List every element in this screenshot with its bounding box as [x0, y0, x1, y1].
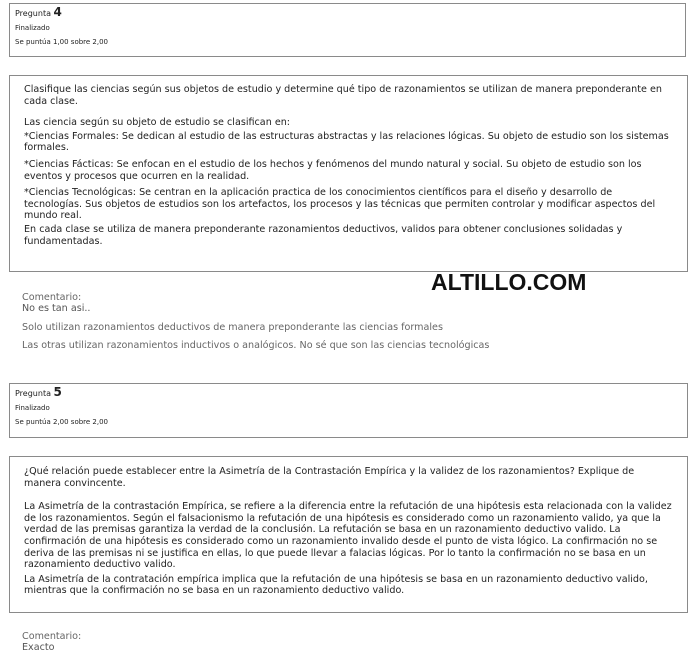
question-4-info: [9, 3, 686, 57]
question-text: Clasifique las ciencias según sus objetos de estudio y determine qué tipo de razonamientos se utilizan de manera preponderante en cada clase.: [24, 84, 662, 107]
question-status: Finalizado: [15, 24, 50, 32]
comment-label: Comentario:: [22, 631, 82, 642]
comment-text: Las otras utilizan razonamientos inductivos o analógicos. No sé que son las ciencias tecnológicas: [22, 340, 490, 351]
question-5-heading: [15, 387, 687, 399]
answer-line: *Ciencias Formales: Se dedican al estudio de las estructuras abstractas y las relaciones lógicas. Su objeto de estudio son los sistemas formales.: [24, 130, 669, 154]
answer-line: Las ciencia según su objeto de estudio se clasifican en:: [24, 117, 291, 129]
question-number: 5: [53, 385, 62, 399]
question-4-comment: [22, 292, 489, 351]
watermark-logo: ALTILLO.COM: [431, 269, 587, 295]
question-score: Se puntúa 1,00 sobre 2,00: [15, 38, 109, 46]
answer-line: La Asimetría de la contratación empírica implica que la refutación de una hipótesis se basa en un razonamiento deductivo valido, mientras que la confirmación no se basa en un razonamiento deductivo valido.: [24, 573, 648, 597]
answer-line: *Ciencias Fácticas: Se enfocan en el estudio de los hechos y fenómenos del mundo natural y social. Su objeto de estudio son los eventos y procesos que ocurren en la realidad.: [24, 158, 642, 182]
question-5-comment: [22, 631, 81, 653]
question-label: Pregunta: [15, 389, 51, 398]
comment-text: Solo utilizan razonamientos deductivos de manera preponderante las ciencias formales: [22, 322, 443, 333]
question-5-info: [9, 383, 688, 438]
question-4-heading: [15, 7, 685, 19]
question-status: Finalizado: [15, 404, 50, 412]
question-number: 4: [53, 5, 62, 19]
comment-text: Exacto: [22, 642, 55, 653]
question-label: Pregunta: [15, 9, 51, 18]
comment-text: No es tan asi..: [22, 303, 91, 314]
question-5-content: [9, 456, 688, 613]
answer-line: La Asimetría de la contrastación Empírica, se refiere a la diferencia entre la refutación de una hipótesis esta relacionada con la validez de los razonamientos. Según el falsacionismo la refutación de una hipótesis es considerado como un razonamiento valido, ya que la verdad de las premisas garantiza la verdad de la conclusión. La refutación se basa en un razonamiento deductivo valido. La confirmación de una hipótesis es considerado como un razonamiento invalido desde el punto de vista lógico. La confirmación no se deriva de las premisas ni se justifica en ellas, lo que puede llevar a falacias lógicas. Por lo tanto la confirmación no se basa en un razonamiento deductivo valido.: [24, 501, 672, 571]
answer-line: *Ciencias Tecnológicas: Se centran en la aplicación practica de los conocimientos científicos para el diseño y desarrollo de tecnologías. Sus objetos de estudios son los artefactos, los procesos y las técnicas que permiten controlar y modificar aspectos del mundo real.: [24, 187, 656, 222]
comment-label: Comentario:: [22, 292, 82, 303]
answer-line: En cada clase se utiliza de manera preponderante razonamientos deductivos, validos para obtener conclusiones solidadas y fundamentadas.: [24, 223, 623, 247]
question-score: Se puntúa 2,00 sobre 2,00: [15, 418, 109, 426]
question-4-content: [9, 75, 688, 272]
question-text: ¿Qué relación puede establecer entre la Asimetría de la Contrastación Empírica y la validez de los razonamientos? Explique de manera convincente.: [24, 466, 635, 489]
